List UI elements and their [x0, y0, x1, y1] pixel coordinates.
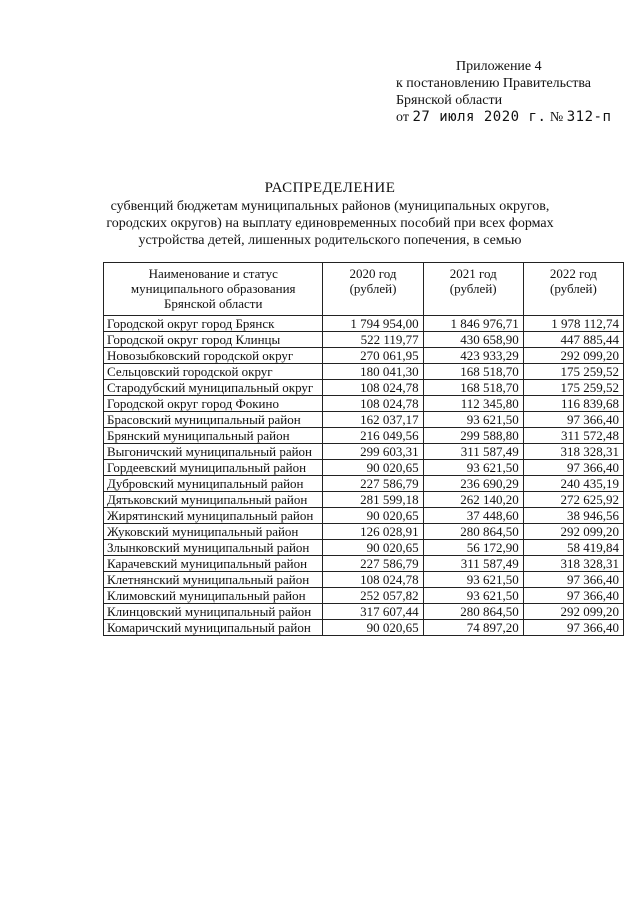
table-body [104, 316, 624, 636]
row-2022-cell: 311 572,48 [523, 428, 623, 444]
row-2021-cell: 236 690,29 [423, 476, 523, 492]
row-2021-cell: 93 621,50 [423, 588, 523, 604]
appendix-title: Приложение 4 [456, 59, 542, 74]
subtitle-line-2: городских округов) на выплату единовременных пособий при всех формах [106, 216, 554, 231]
row-2020-cell: 108 024,78 [323, 396, 423, 412]
row-name-cell: Городской округ город Брянск [104, 316, 323, 332]
row-2022-cell: 272 625,92 [523, 492, 623, 508]
header-2021: 2021 год (рублей) [423, 263, 523, 316]
row-name-cell: Комаричский муниципальный район [104, 620, 323, 636]
row-name-cell: Гордеевский муниципальный район [104, 460, 323, 476]
row-2022-cell: 292 099,20 [523, 524, 623, 540]
row-name-cell: Брасовский муниципальный район [104, 412, 323, 428]
row-2020-cell: 270 061,95 [323, 348, 423, 364]
table-row [104, 476, 624, 492]
table-row [104, 604, 624, 620]
row-name-cell: Карачевский муниципальный район [104, 556, 323, 572]
table-row [104, 348, 624, 364]
table-row [104, 572, 624, 588]
table-row [104, 428, 624, 444]
row-2020-cell: 1 794 954,00 [323, 316, 423, 332]
row-2021-cell: 112 345,80 [423, 396, 523, 412]
row-2020-cell: 90 020,65 [323, 620, 423, 636]
row-2021-cell: 93 621,50 [423, 572, 523, 588]
row-2020-cell: 216 049,56 [323, 428, 423, 444]
header-name: Наименование и статус муниципального образования Брянской области [104, 263, 323, 316]
row-2021-cell: 56 172,90 [423, 540, 523, 556]
row-2022-cell: 240 435,19 [523, 476, 623, 492]
appendix-date-line [396, 109, 632, 126]
row-name-cell: Клинцовский муниципальный район [104, 604, 323, 620]
table-row [104, 332, 624, 348]
row-2022-cell: 97 366,40 [523, 588, 623, 604]
row-name-cell: Новозыбковский городской округ [104, 348, 323, 364]
row-name-cell: Жирятинский муниципальный район [104, 508, 323, 524]
row-2022-cell: 97 366,40 [523, 572, 623, 588]
row-2020-cell: 227 586,79 [323, 556, 423, 572]
row-2021-cell: 1 846 976,71 [423, 316, 523, 332]
header-2020: 2020 год (рублей) [323, 263, 423, 316]
row-2020-cell: 108 024,78 [323, 380, 423, 396]
date-prefix: от [396, 110, 409, 125]
handwritten-number: 312-п [566, 109, 612, 125]
number-prefix: № [549, 110, 564, 125]
row-name-cell: Дубровский муниципальный район [104, 476, 323, 492]
row-2022-cell: 447 885,44 [523, 332, 623, 348]
row-name-cell: Жуковский муниципальный район [104, 524, 323, 540]
row-2021-cell: 280 864,50 [423, 604, 523, 620]
row-2022-cell: 1 978 112,74 [523, 316, 623, 332]
table-row [104, 460, 624, 476]
row-2021-cell: 168 518,70 [423, 380, 523, 396]
row-2020-cell: 126 028,91 [323, 524, 423, 540]
distribution-table [103, 262, 624, 636]
row-2021-cell: 93 621,50 [423, 460, 523, 476]
row-2020-cell: 180 041,30 [323, 364, 423, 380]
table-row [104, 524, 624, 540]
document-heading [100, 180, 560, 249]
table-row [104, 492, 624, 508]
table-row [104, 556, 624, 572]
appendix-region: Брянской области [396, 93, 503, 108]
table-header-row [104, 263, 624, 316]
row-2022-cell: 58 419,84 [523, 540, 623, 556]
row-name-cell: Брянский муниципальный район [104, 428, 323, 444]
table-row [104, 588, 624, 604]
appendix-block [396, 58, 632, 126]
row-2022-cell: 318 328,31 [523, 444, 623, 460]
row-2022-cell: 292 099,20 [523, 348, 623, 364]
row-2021-cell: 311 587,49 [423, 444, 523, 460]
row-2021-cell: 423 933,29 [423, 348, 523, 364]
row-2020-cell: 227 586,79 [323, 476, 423, 492]
table-row [104, 364, 624, 380]
row-2021-cell: 37 448,60 [423, 508, 523, 524]
row-2021-cell: 280 864,50 [423, 524, 523, 540]
row-2021-cell: 74 897,20 [423, 620, 523, 636]
table-row [104, 380, 624, 396]
table-row [104, 508, 624, 524]
document-title: РАСПРЕДЕЛЕНИЕ [264, 180, 396, 196]
row-2020-cell: 252 057,82 [323, 588, 423, 604]
row-name-cell: Городской округ город Клинцы [104, 332, 323, 348]
row-2022-cell: 318 328,31 [523, 556, 623, 572]
row-2022-cell: 116 839,68 [523, 396, 623, 412]
handwritten-date: 27 июля 2020 г. [412, 109, 547, 125]
row-2022-cell: 97 366,40 [523, 412, 623, 428]
row-2021-cell: 168 518,70 [423, 364, 523, 380]
appendix-resolution-ref: к постановлению Правительства [396, 76, 592, 91]
row-2020-cell: 90 020,65 [323, 460, 423, 476]
row-2020-cell: 522 119,77 [323, 332, 423, 348]
row-2022-cell: 97 366,40 [523, 460, 623, 476]
row-2020-cell: 299 603,31 [323, 444, 423, 460]
table-row [104, 396, 624, 412]
row-2020-cell: 317 607,44 [323, 604, 423, 620]
row-name-cell: Злынковский муниципальный район [104, 540, 323, 556]
row-2020-cell: 162 037,17 [323, 412, 423, 428]
row-2021-cell: 311 587,49 [423, 556, 523, 572]
row-name-cell: Клетнянский муниципальный район [104, 572, 323, 588]
row-2021-cell: 299 588,80 [423, 428, 523, 444]
table-row [104, 412, 624, 428]
row-name-cell: Климовский муниципальный район [104, 588, 323, 604]
row-2020-cell: 108 024,78 [323, 572, 423, 588]
row-2022-cell: 97 366,40 [523, 620, 623, 636]
subtitle-line-1: субвенций бюджетам муниципальных районов (муниципальных округов, [110, 199, 550, 214]
table-row [104, 540, 624, 556]
row-2021-cell: 262 140,20 [423, 492, 523, 508]
row-name-cell: Городской округ город Фокино [104, 396, 323, 412]
row-2022-cell: 38 946,56 [523, 508, 623, 524]
row-2022-cell: 175 259,52 [523, 380, 623, 396]
subtitle-line-3: устройства детей, лишенных родительского попечения, в семью [138, 233, 522, 248]
row-name-cell: Стародубский муниципальный округ [104, 380, 323, 396]
row-name-cell: Сельцовский городской округ [104, 364, 323, 380]
row-2022-cell: 175 259,52 [523, 364, 623, 380]
header-2022: 2022 год (рублей) [523, 263, 623, 316]
table-row [104, 444, 624, 460]
row-2022-cell: 292 099,20 [523, 604, 623, 620]
row-2020-cell: 90 020,65 [323, 540, 423, 556]
table-row [104, 316, 624, 332]
row-name-cell: Дятьковский муниципальный район [104, 492, 323, 508]
row-2021-cell: 93 621,50 [423, 412, 523, 428]
row-2021-cell: 430 658,90 [423, 332, 523, 348]
row-name-cell: Выгоничский муниципальный район [104, 444, 323, 460]
row-2020-cell: 281 599,18 [323, 492, 423, 508]
row-2020-cell: 90 020,65 [323, 508, 423, 524]
table-row [104, 620, 624, 636]
